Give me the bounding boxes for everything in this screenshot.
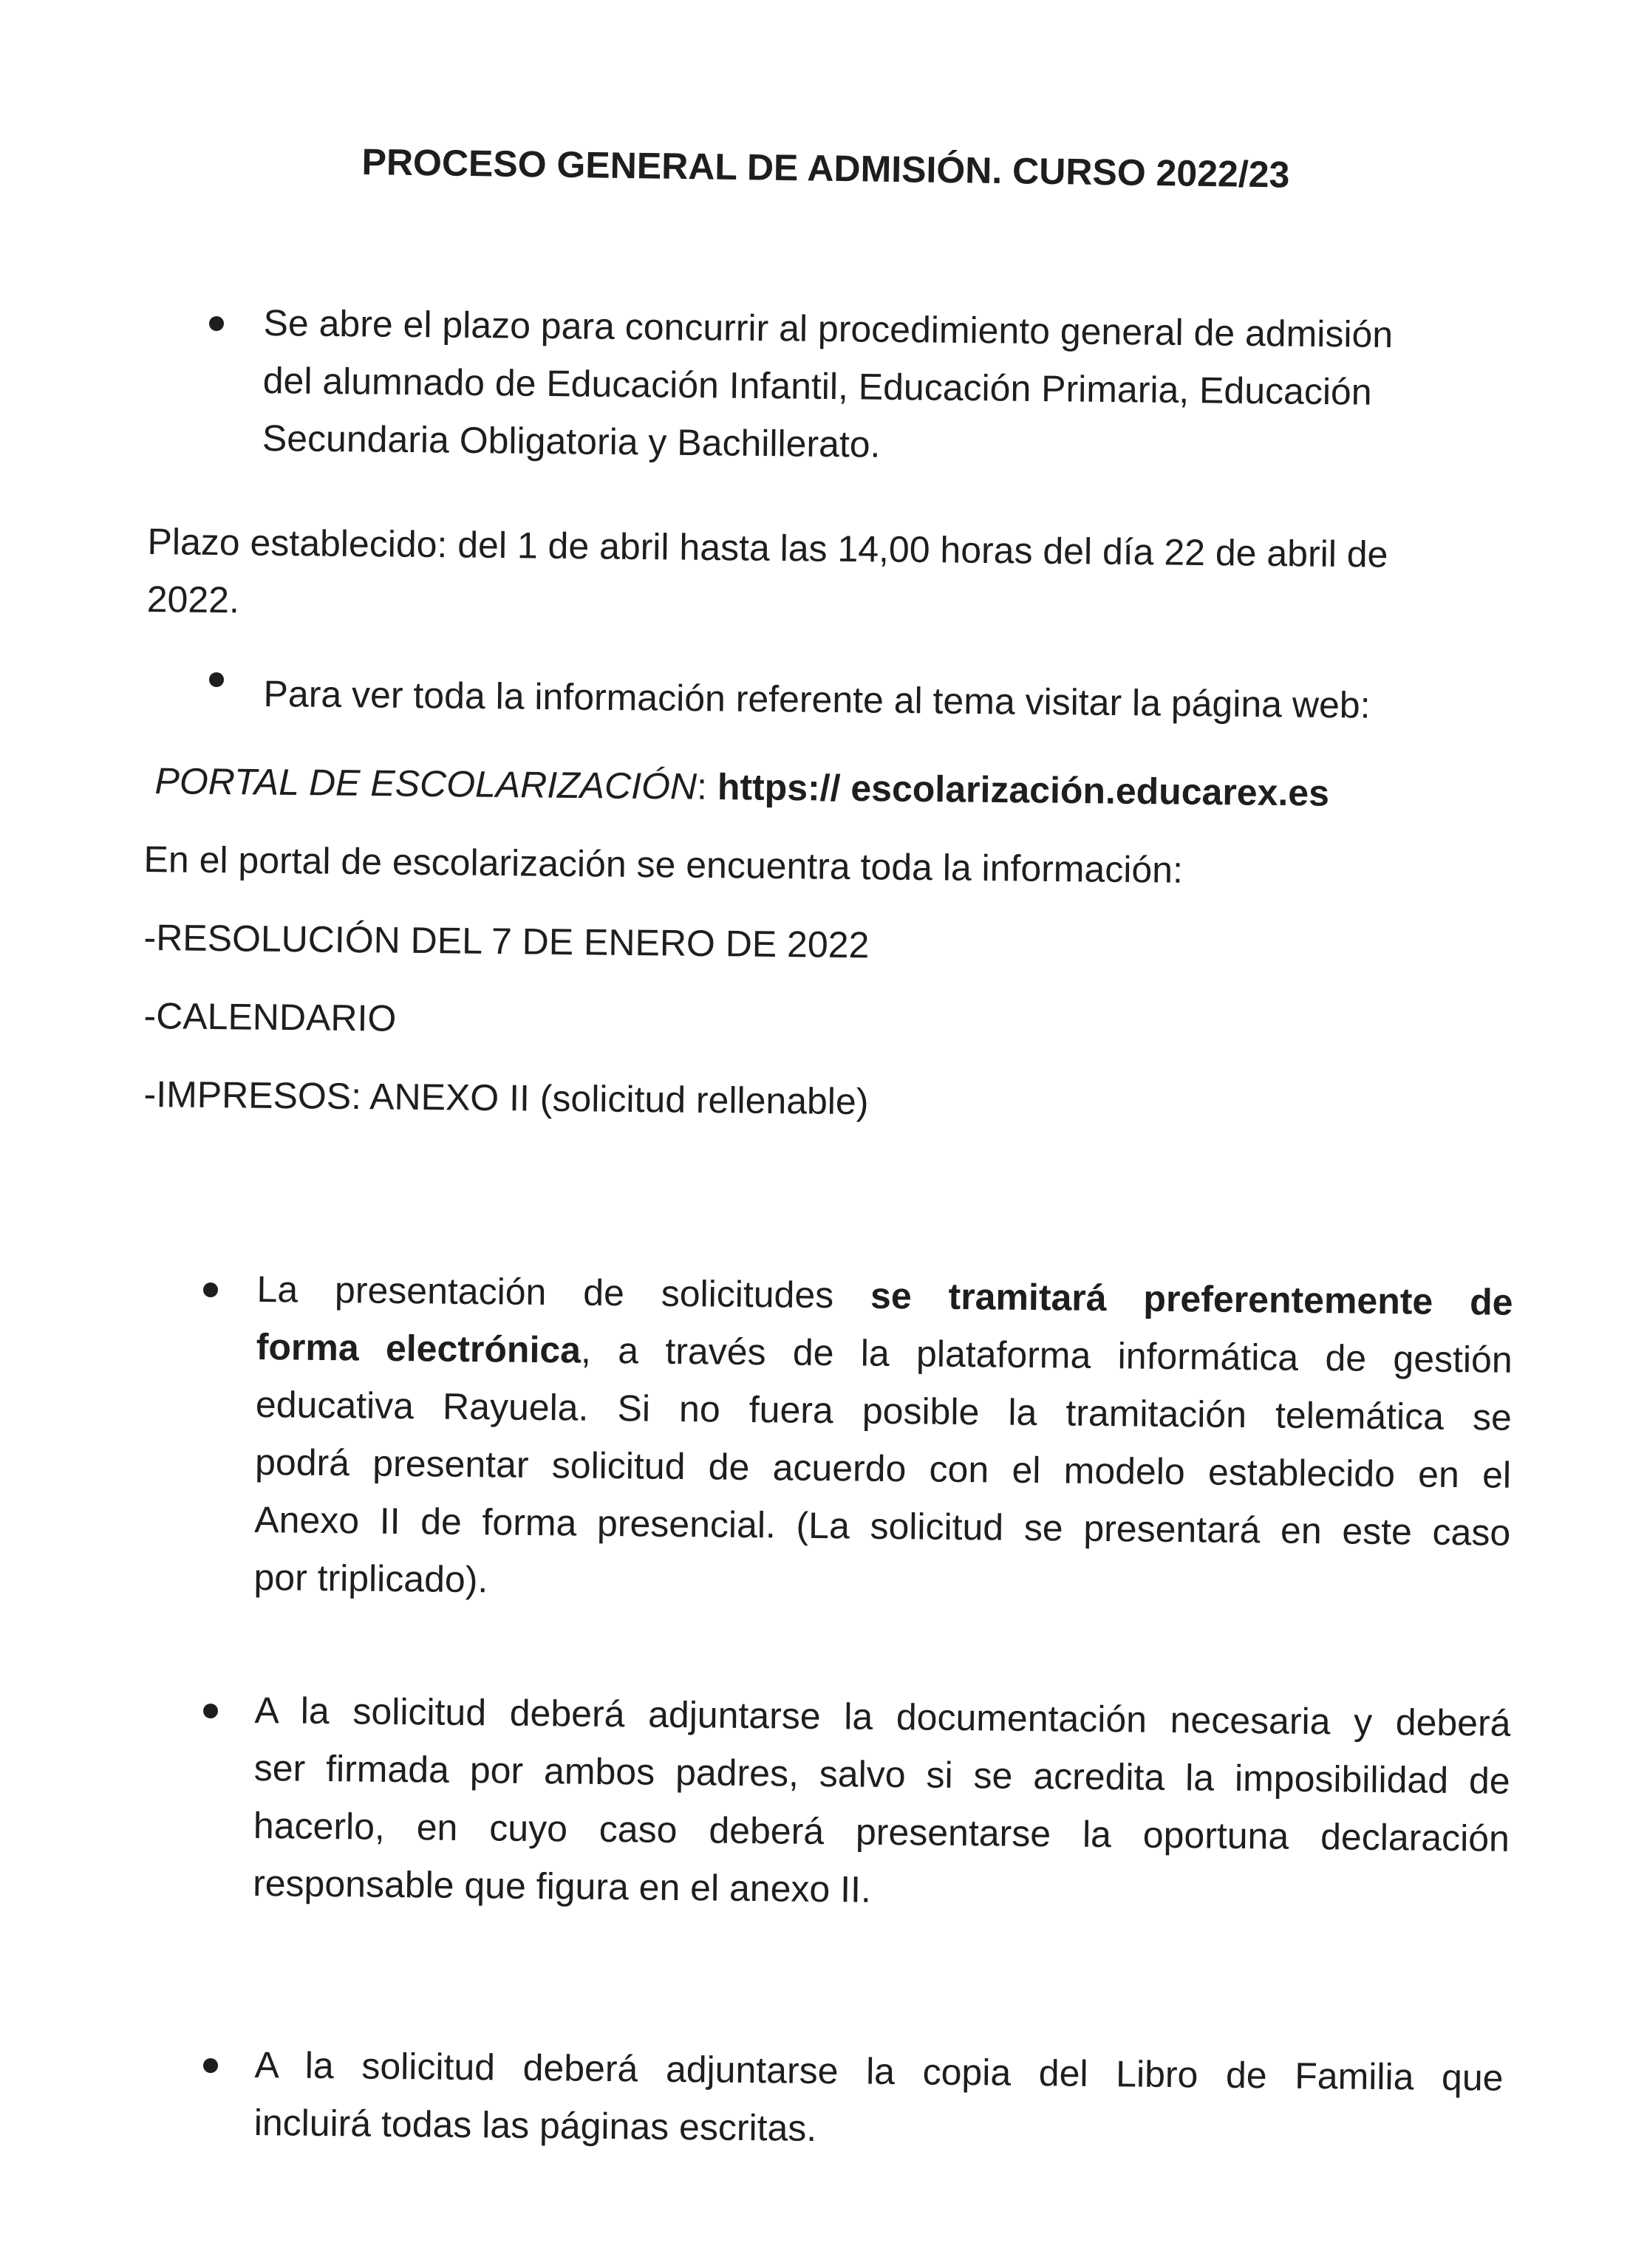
- info-item: [143, 909, 870, 974]
- bullet-icon: [203, 1282, 218, 1297]
- list-item: -CALENDARIO: [143, 994, 397, 1039]
- paragraph-line: La presentación de solicitudes se tramitará preferentemente de: [256, 1268, 1513, 1323]
- paragraph-line: del alumnado de Educación Infantil, Educación Primaria, Educación: [262, 359, 1372, 413]
- plazo-paragraph: [146, 513, 1530, 643]
- paragraph-line: Plazo establecido: del 1 de abril hasta las 14,00 horas del día 22 de abril de: [147, 520, 1388, 575]
- paragraph-line: Anexo II de forma presencial. (La solicitud se presentará en este caso: [254, 1498, 1511, 1554]
- info-item: [143, 987, 397, 1048]
- bullet-icon: [203, 1704, 218, 1718]
- paragraph-line: por triplicado).: [253, 1556, 488, 1601]
- paragraph-line: educativa Rayuela. Si no fuera posible la tramitación telemática se: [255, 1383, 1513, 1438]
- paragraph-line: En el portal de escolarización se encuentra toda la información:: [143, 838, 1184, 891]
- paragraph-line: Secundaria Obligatoria y Bachillerato.: [262, 417, 881, 465]
- paragraph-line: hacerlo, en cuyo caso deberá presentarse la oportuna declaración: [253, 1804, 1510, 1859]
- bullet-icon: [209, 316, 224, 331]
- bullet-paragraph-1: [262, 294, 1520, 480]
- paragraph-line: A la solicitud deberá adjuntarse la documentación necesaria y deberá: [254, 1689, 1511, 1744]
- paragraph-line: forma electrónica, a través de la plataforma informática de gestión: [256, 1325, 1513, 1381]
- bullet-icon: [209, 672, 224, 687]
- bullet-paragraph-2: [263, 665, 1520, 736]
- portal-url-link[interactable]: https:// escolarización.educarex.es: [717, 765, 1330, 814]
- paragraph-line: 2022.: [146, 578, 240, 621]
- list-item: -RESOLUCIÓN DEL 7 DE ENERO DE 2022: [143, 916, 870, 966]
- portal-label: PORTAL DE ESCOLARIZACIÓN: [154, 759, 698, 807]
- bullet-paragraph-3: [253, 1260, 1513, 1619]
- paragraph-line: podrá presentar solicitud de acuerdo con el modelo establecido en el: [254, 1441, 1512, 1496]
- paragraph-line: Se abre el plazo para concurrir al procedimiento general de admisión: [263, 301, 1394, 356]
- portal-line: [154, 752, 1485, 824]
- bullet-paragraph-4: [253, 1681, 1511, 1925]
- info-item: [143, 1065, 869, 1130]
- bullet-paragraph-5: [253, 2036, 1504, 2165]
- paragraph-line: Para ver toda la información referente al tema visitar la página web:: [263, 672, 1371, 726]
- document-title: PROCESO GENERAL DE ADMISIÓN. CURSO 2022/23: [361, 140, 1290, 196]
- info-intro: [143, 830, 1474, 902]
- list-item: -IMPRESOS: ANEXO II (solicitud rellenable): [143, 1073, 869, 1123]
- paragraph-line: ser firmada por ambos padres, salvo si se acredita la imposibilidad de: [253, 1746, 1510, 1802]
- paragraph-line: incluirá todas las páginas escritas.: [253, 2101, 817, 2149]
- portal-colon: :: [696, 765, 708, 807]
- bullet-icon: [203, 2058, 218, 2073]
- paragraph-line: responsable que figura en el anexo II.: [252, 1862, 872, 1910]
- paragraph-line: A la solicitud deberá adjuntarse la copia del Libro de Familia que: [254, 2043, 1504, 2099]
